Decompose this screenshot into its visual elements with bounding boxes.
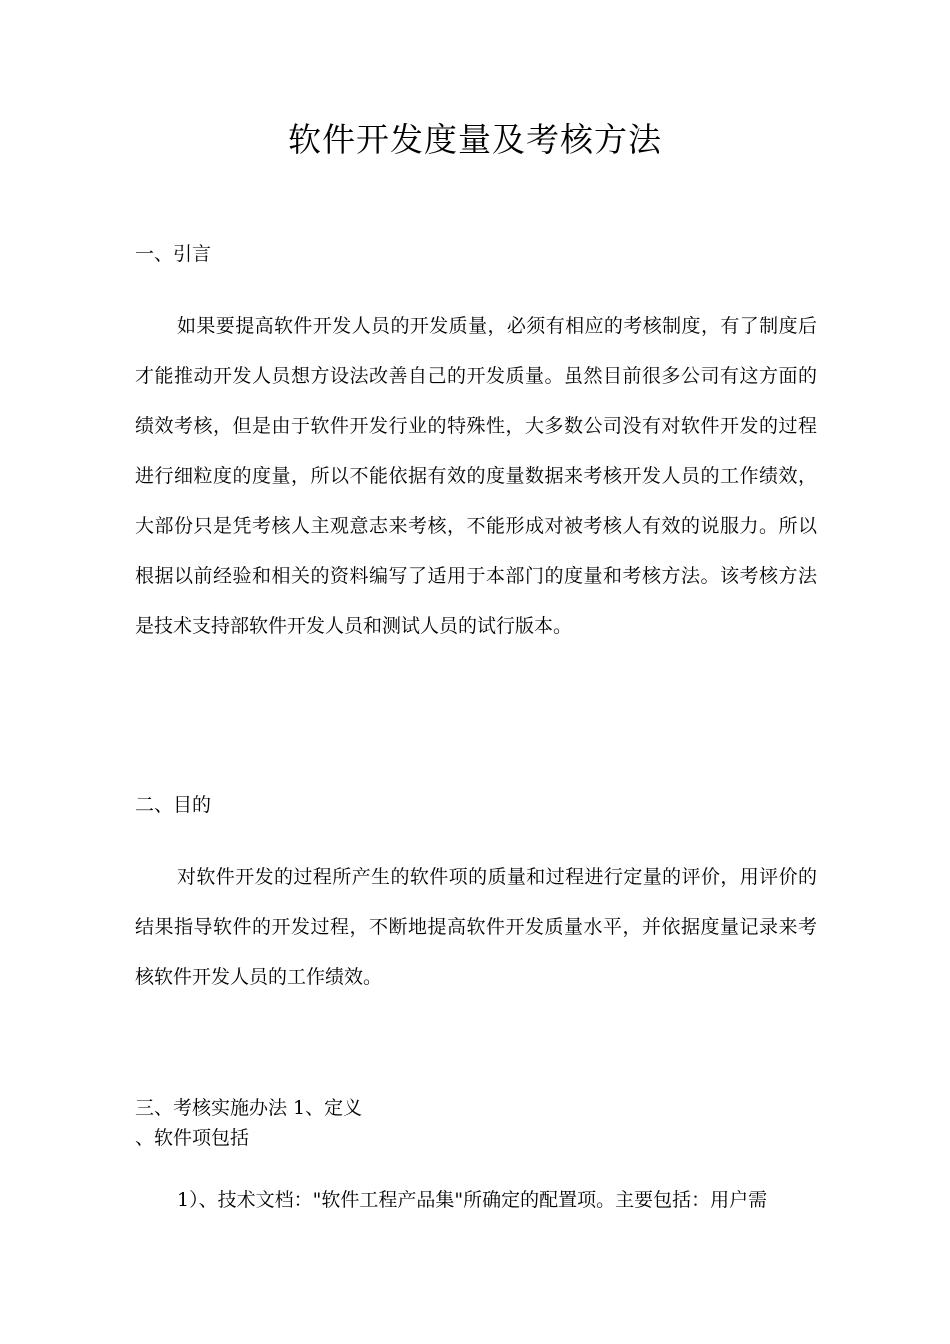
purpose-paragraph: 对软件开发的过程所产生的软件项的质量和过程进行定量的评价，用评价的结果指导软件的开发过程，不断地提高软件开发质量水平，并依据度量记录来考核软件开发人员的工作绩效。 — [135, 866, 817, 988]
section-heading-introduction: 一、引言 — [135, 243, 212, 265]
section-heading-assessment-method: 三、考核实施办法 1、定义 — [135, 1097, 363, 1119]
section-heading-purpose: 二、目的 — [135, 794, 212, 816]
document-title: 软件开发度量及考核方法 — [288, 120, 662, 159]
introduction-paragraph: 如果要提高软件开发人员的开发质量，必须有相应的考核制度，有了制度后才能推动开发人员想方设法改善自己的开发质量。虽然目前很多公司有这方面的绩效考核，但是由于软件开发行业的特殊性，大多数公司没有对软件开发的过程进行细粒度的度量，所以不能依据有效的度量数据来考核开发人员的工作绩效，大部份只是凭考核人主观意志来考核，不能形成对被考核人有效的说服力。所以根据以前经验和相关的资料编写了适用于本部门的度量和考核方法。该考核方法是技术支持部软件开发人员和测试人员的试行版本。 — [135, 315, 817, 637]
list-item-technical-docs: 1）、技术文档："软件工程产品集"所确定的配置项。主要包括：用户需 — [177, 1189, 768, 1211]
software-items-subheading: 、软件项包括 — [135, 1127, 250, 1149]
